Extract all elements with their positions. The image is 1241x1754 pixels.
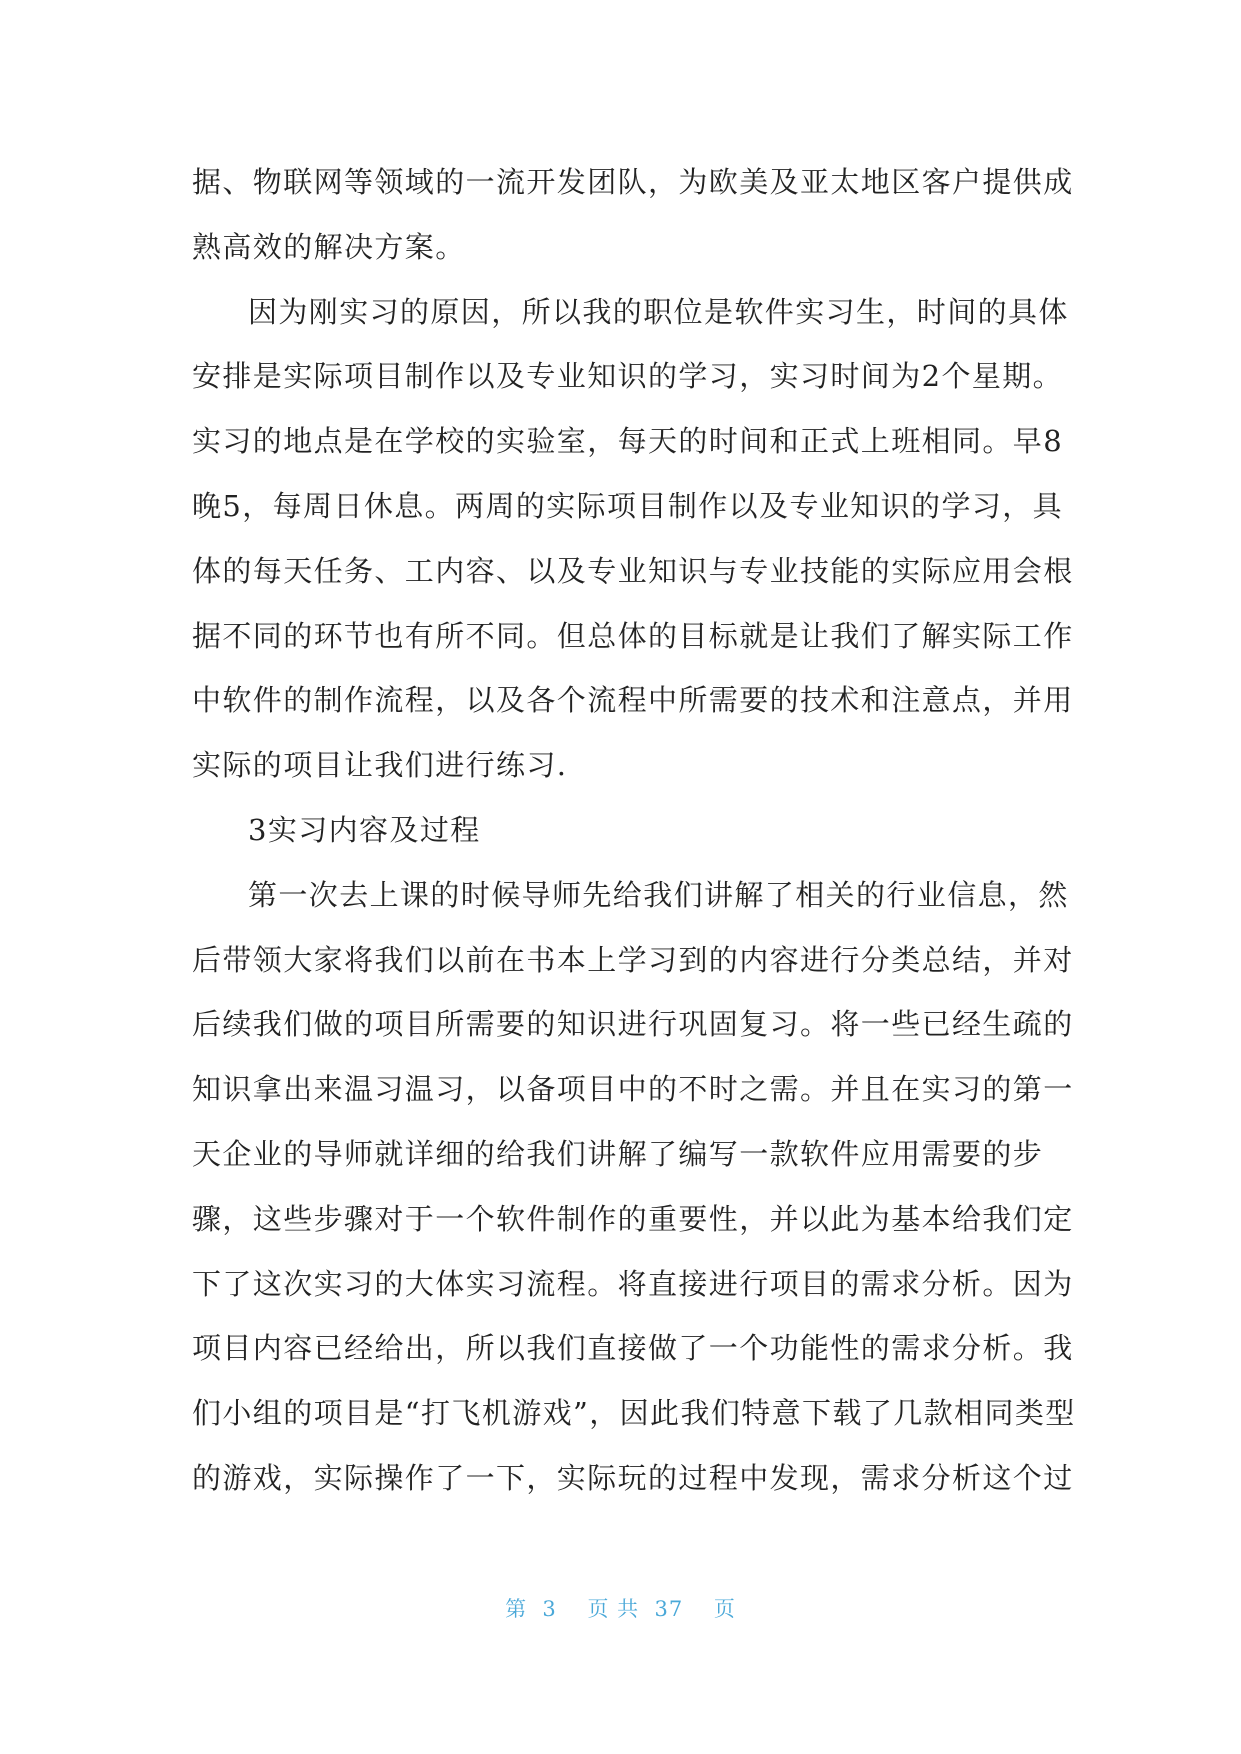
text-line: 后带领大家将我们以前在书本上学习到的内容进行分类总结，并对 <box>192 942 1074 977</box>
document-body <box>192 150 1076 1511</box>
text-line: 实际的项目让我们进行练习. <box>192 748 568 783</box>
text-line: 体的每天任务、工内容、以及专业知识与专业技能的实际应用会根 <box>192 553 1074 588</box>
paragraph-start-line: 因为刚实习的原因，所以我的职位是软件实习生，时间的具体 <box>248 294 1069 329</box>
text-line: 后续我们做的项目所需要的知识进行巩固复习。将一些已经生疏的 <box>192 1007 1074 1042</box>
text-line: 安排是实际项目制作以及专业知识的学习，实习时间为2个星期。 <box>192 359 1064 394</box>
text-line: 知识拿出来温习温习，以备项目中的不时之需。并且在实习的第一 <box>192 1072 1074 1107</box>
text-line: 晚5，每周日休息。两周的实际项目制作以及专业知识的学习，具 <box>192 488 1064 523</box>
text-line: 据不同的环节也有所不同。但总体的目标就是让我们了解实际工作 <box>192 618 1074 653</box>
page-number-footer: 第 3 页 共 37 页 <box>505 1597 736 1621</box>
text-line: 据、物联网等领域的一流开发团队，为欧美及亚太地区客户提供成 <box>192 165 1074 199</box>
text-line: 下了这次实习的大体实习流程。将直接进行项目的需求分析。因为 <box>192 1266 1074 1301</box>
text-line: 熟高效的解决方案。 <box>192 229 466 264</box>
text-line: 骤，这些步骤对于一个软件制作的重要性，并以此为基本给我们定 <box>192 1201 1074 1236</box>
section-heading: 3实习内容及过程 <box>248 812 481 847</box>
text-line: 中软件的制作流程，以及各个流程中所需要的技术和注意点，并用 <box>192 683 1074 718</box>
text-line: 天企业的导师就详细的给我们讲解了编写一款软件应用需要的步 <box>192 1136 1044 1171</box>
text-line: 项目内容已经给出，所以我们直接做了一个功能性的需求分析。我 <box>192 1331 1074 1366</box>
text-line: 们小组的项目是“打飞机游戏”，因此我们特意下载了几款相同类型 <box>192 1396 1076 1431</box>
text-line: 的游戏，实际操作了一下，实际玩的过程中发现，需求分析这个过 <box>192 1460 1074 1495</box>
paragraph-start-line: 第一次去上课的时候导师先给我们讲解了相关的行业信息，然 <box>248 877 1069 912</box>
text-line: 实习的地点是在学校的实验室，每天的时间和正式上班相同。早8 <box>192 424 1064 459</box>
